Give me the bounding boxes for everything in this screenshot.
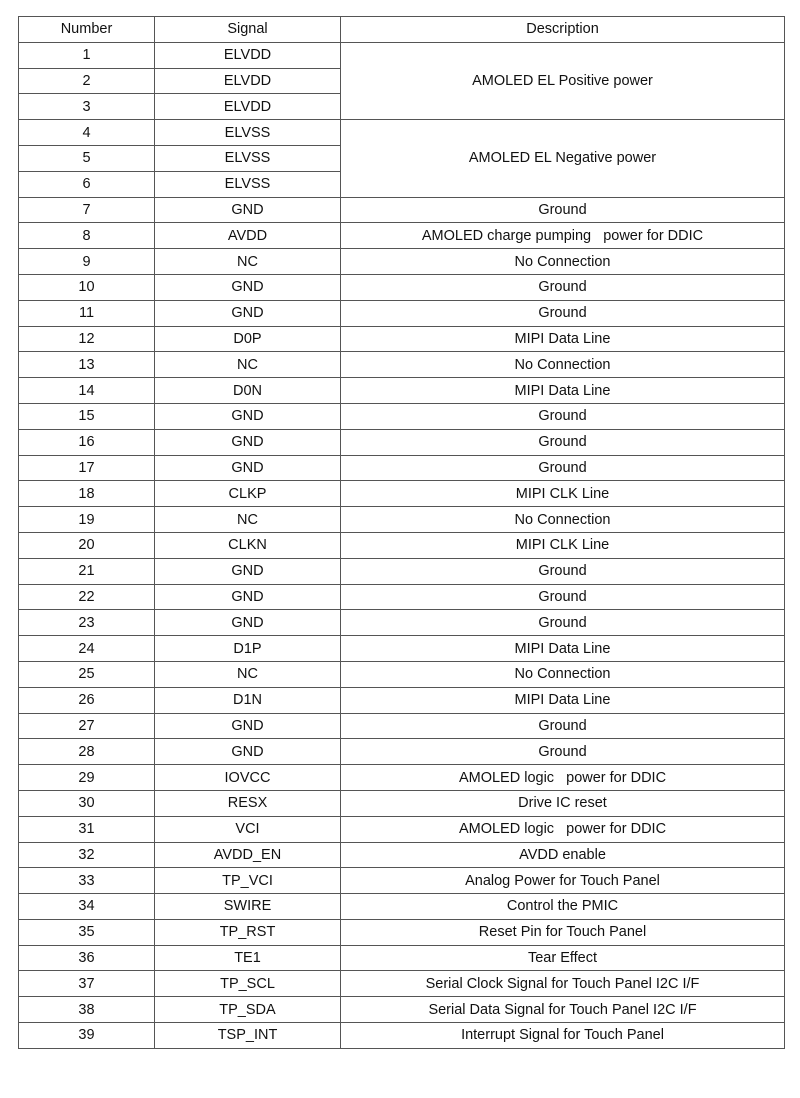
description-cell: Ground — [341, 403, 785, 429]
signal-cell: ELVDD — [155, 68, 341, 94]
pin-number-cell: 17 — [19, 455, 155, 481]
description-cell: Ground — [341, 274, 785, 300]
pin-number-cell: 39 — [19, 1023, 155, 1049]
signal-cell: CLKP — [155, 481, 341, 507]
signal-cell: IOVCC — [155, 765, 341, 791]
signal-cell: GND — [155, 739, 341, 765]
pin-number-cell: 29 — [19, 765, 155, 791]
table-row — [19, 971, 785, 997]
description-cell: Analog Power for Touch Panel — [341, 868, 785, 894]
table-row — [19, 868, 785, 894]
signal-cell: NC — [155, 249, 341, 275]
description-cell: Ground — [341, 197, 785, 223]
pin-number-cell: 22 — [19, 584, 155, 610]
pin-number-cell: 27 — [19, 713, 155, 739]
signal-cell: SWIRE — [155, 894, 341, 920]
description-cell: Ground — [341, 558, 785, 584]
table-row — [19, 352, 785, 378]
header-signal: Signal — [155, 17, 341, 43]
pin-number-cell: 5 — [19, 145, 155, 171]
pin-number-cell: 34 — [19, 894, 155, 920]
description-cell: Ground — [341, 739, 785, 765]
pin-number-cell: 36 — [19, 945, 155, 971]
pin-number-cell: 8 — [19, 223, 155, 249]
description-cell: Ground — [341, 455, 785, 481]
table-row — [19, 919, 785, 945]
pin-number-cell: 18 — [19, 481, 155, 507]
table-row — [19, 610, 785, 636]
signal-cell: GND — [155, 584, 341, 610]
table-row — [19, 558, 785, 584]
table-row — [19, 378, 785, 404]
signal-cell: GND — [155, 713, 341, 739]
signal-cell: NC — [155, 507, 341, 533]
table-row — [19, 713, 785, 739]
signal-cell: NC — [155, 661, 341, 687]
signal-cell: D0P — [155, 326, 341, 352]
signal-cell: D1N — [155, 687, 341, 713]
description-cell: Ground — [341, 610, 785, 636]
description-cell: Ground — [341, 300, 785, 326]
pin-number-cell: 19 — [19, 507, 155, 533]
signal-cell: GND — [155, 429, 341, 455]
header-description: Description — [341, 17, 785, 43]
pin-number-cell: 31 — [19, 816, 155, 842]
pin-number-cell: 38 — [19, 997, 155, 1023]
signal-cell: D0N — [155, 378, 341, 404]
pin-number-cell: 21 — [19, 558, 155, 584]
pin-number-cell: 9 — [19, 249, 155, 275]
signal-cell: GND — [155, 455, 341, 481]
pin-number-cell: 6 — [19, 171, 155, 197]
signal-cell: CLKN — [155, 532, 341, 558]
pin-definition-table — [18, 16, 785, 1049]
signal-cell: GND — [155, 558, 341, 584]
table-row — [19, 274, 785, 300]
table-row — [19, 300, 785, 326]
pin-number-cell: 2 — [19, 68, 155, 94]
table-header — [19, 17, 785, 43]
table-row — [19, 790, 785, 816]
description-cell: Reset Pin for Touch Panel — [341, 919, 785, 945]
table-row — [19, 197, 785, 223]
signal-cell: AVDD — [155, 223, 341, 249]
table-body — [19, 42, 785, 1048]
description-cell: Control the PMIC — [341, 894, 785, 920]
description-cell: Serial Data Signal for Touch Panel I2C I/F — [341, 997, 785, 1023]
pin-number-cell: 32 — [19, 842, 155, 868]
table-row — [19, 532, 785, 558]
description-cell: AMOLED logic power for DDIC — [341, 816, 785, 842]
description-cell: Interrupt Signal for Touch Panel — [341, 1023, 785, 1049]
table-row — [19, 403, 785, 429]
description-cell: Tear Effect — [341, 945, 785, 971]
description-cell: AMOLED EL Positive power — [341, 42, 785, 119]
description-cell: No Connection — [341, 661, 785, 687]
description-cell: MIPI Data Line — [341, 636, 785, 662]
signal-cell: ELVSS — [155, 171, 341, 197]
description-cell: No Connection — [341, 352, 785, 378]
signal-cell: TE1 — [155, 945, 341, 971]
signal-cell: GND — [155, 274, 341, 300]
table-row — [19, 687, 785, 713]
signal-cell: VCI — [155, 816, 341, 842]
description-cell: MIPI Data Line — [341, 326, 785, 352]
table-row — [19, 816, 785, 842]
pin-number-cell: 12 — [19, 326, 155, 352]
description-cell: AMOLED charge pumping power for DDIC — [341, 223, 785, 249]
table-row — [19, 894, 785, 920]
pin-number-cell: 28 — [19, 739, 155, 765]
description-cell: MIPI CLK Line — [341, 532, 785, 558]
description-cell: AMOLED EL Negative power — [341, 120, 785, 197]
description-cell: No Connection — [341, 249, 785, 275]
description-cell: Drive IC reset — [341, 790, 785, 816]
signal-cell: D1P — [155, 636, 341, 662]
table-row — [19, 765, 785, 791]
table-row — [19, 636, 785, 662]
description-cell: AVDD enable — [341, 842, 785, 868]
signal-cell: TSP_INT — [155, 1023, 341, 1049]
signal-cell: GND — [155, 197, 341, 223]
pin-number-cell: 26 — [19, 687, 155, 713]
table-row — [19, 1023, 785, 1049]
pin-number-cell: 24 — [19, 636, 155, 662]
pin-number-cell: 33 — [19, 868, 155, 894]
signal-cell: RESX — [155, 790, 341, 816]
pin-number-cell: 4 — [19, 120, 155, 146]
signal-cell: TP_SCL — [155, 971, 341, 997]
table-row — [19, 584, 785, 610]
pin-number-cell: 35 — [19, 919, 155, 945]
table-row — [19, 842, 785, 868]
table-row — [19, 739, 785, 765]
description-cell: MIPI Data Line — [341, 687, 785, 713]
pin-number-cell: 16 — [19, 429, 155, 455]
signal-cell: TP_RST — [155, 919, 341, 945]
signal-cell: TP_SDA — [155, 997, 341, 1023]
header-row — [19, 17, 785, 43]
pin-number-cell: 15 — [19, 403, 155, 429]
description-cell: No Connection — [341, 507, 785, 533]
pin-number-cell: 11 — [19, 300, 155, 326]
description-cell: Ground — [341, 713, 785, 739]
signal-cell: GND — [155, 403, 341, 429]
table-row — [19, 249, 785, 275]
pin-number-cell: 1 — [19, 42, 155, 68]
table-row — [19, 661, 785, 687]
pin-number-cell: 7 — [19, 197, 155, 223]
pin-number-cell: 30 — [19, 790, 155, 816]
table-row — [19, 223, 785, 249]
signal-cell: ELVDD — [155, 94, 341, 120]
table-row — [19, 945, 785, 971]
pin-number-cell: 37 — [19, 971, 155, 997]
description-cell: Serial Clock Signal for Touch Panel I2C I/F — [341, 971, 785, 997]
description-cell: MIPI Data Line — [341, 378, 785, 404]
table-row — [19, 42, 785, 68]
description-cell: AMOLED logic power for DDIC — [341, 765, 785, 791]
description-cell: Ground — [341, 429, 785, 455]
signal-cell: ELVSS — [155, 145, 341, 171]
pin-number-cell: 3 — [19, 94, 155, 120]
signal-cell: GND — [155, 610, 341, 636]
table-row — [19, 481, 785, 507]
pin-number-cell: 23 — [19, 610, 155, 636]
table-row — [19, 429, 785, 455]
table-row — [19, 507, 785, 533]
table-row — [19, 455, 785, 481]
pin-number-cell: 10 — [19, 274, 155, 300]
signal-cell: ELVDD — [155, 42, 341, 68]
pin-number-cell: 25 — [19, 661, 155, 687]
signal-cell: NC — [155, 352, 341, 378]
description-cell: Ground — [341, 584, 785, 610]
pin-number-cell: 13 — [19, 352, 155, 378]
table-row — [19, 997, 785, 1023]
pin-number-cell: 14 — [19, 378, 155, 404]
table-row — [19, 326, 785, 352]
table-row — [19, 120, 785, 146]
signal-cell: TP_VCI — [155, 868, 341, 894]
description-cell: MIPI CLK Line — [341, 481, 785, 507]
pin-number-cell: 20 — [19, 532, 155, 558]
signal-cell: ELVSS — [155, 120, 341, 146]
signal-cell: AVDD_EN — [155, 842, 341, 868]
signal-cell: GND — [155, 300, 341, 326]
header-number: Number — [19, 17, 155, 43]
